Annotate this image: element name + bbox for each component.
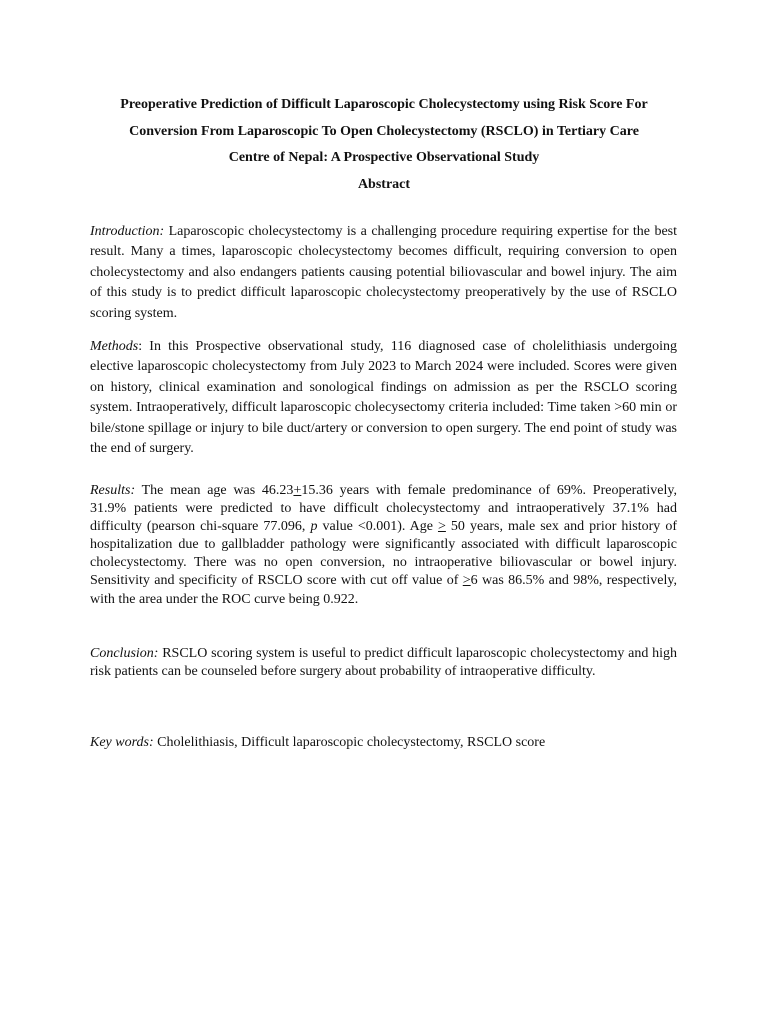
introduction-text: Laparoscopic cholecystectomy is a challenging procedure requiring expertise for the best result. Many a times, laparoscopic cholecystectomy becomes difficult, requiring conversion to open cholecystectomy and also endangers patients causing potential biliovascular and bowel injury. The aim of this study is to predict difficult laparoscopic cholecystectomy preoperatively by the use of RSCLO scoring system. xyxy=(90,224,677,321)
methods-heading: Methods xyxy=(90,339,139,354)
results-text-5: 6 was 86.5% and 98%, respectively, with the area under the ROC curve being 0.922. xyxy=(90,573,677,607)
results-text-3: value <0.001). Age xyxy=(317,519,438,535)
abstract-heading: Abstract xyxy=(357,176,411,192)
title-line-2: Conversion From Laparoscopic To Open Cholecystectomy (RSCLO) in Tertiary Care xyxy=(129,123,639,139)
title-line-1: Preoperative Prediction of Difficult Laparoscopic Cholecystectomy using Risk Score For xyxy=(120,97,648,112)
plus-minus-symbol: + xyxy=(293,483,302,498)
results-text-1: The mean age was 46.23 xyxy=(135,483,294,498)
greater-equal-symbol: > xyxy=(437,519,446,535)
methods-paragraph xyxy=(90,337,677,459)
title-line-3: Centre of Nepal: A Prospective Observational Study xyxy=(228,150,540,165)
keywords-heading: Key words: xyxy=(90,735,154,750)
conclusion-paragraph xyxy=(90,645,677,681)
introduction-heading: Introduction: xyxy=(90,224,165,239)
title-block xyxy=(60,92,708,198)
p-symbol: p xyxy=(310,519,318,535)
greater-equal-symbol-2: > xyxy=(462,573,471,589)
keywords-paragraph xyxy=(90,733,677,753)
conclusion-heading: Conclusion: xyxy=(90,646,159,661)
results-text-4: 50 years, male sex and prior history of hospitalization due to gallbladder pathology were significantly associated with difficult laparoscopic cholecystectomy. There was no open conversion, no intraoperative biliovascular or bowel injury. Sensitivity and specificity of RSCLO score with cut off value of xyxy=(90,519,677,589)
keywords-text: Cholelithiasis, Difficult laparoscopic cholecystectomy, RSCLO score xyxy=(153,735,546,750)
results-paragraph xyxy=(90,482,677,609)
methods-text: : In this Prospective observational study, 116 diagnosed case of cholelithiasis undergoing elective laparoscopic cholecystectomy from July 2023 to March 2024 were included. Scores were given on history, clinical examination and sonological findings on admission as per the RSCLO scoring system. Intraoperatively, difficult laparoscopic cholecysectomy criteria included: Time taken >60 min or bile/stone spillage or injury to bile duct/artery or conversion to open surgery. The end point of study was the end of surgery. xyxy=(90,339,677,457)
results-text-2: 15.36 years with female predominance of 69%. Preoperatively, 31.9% patients were predicted to have difficult cholecystectomy and intraoperatively 37.1% had difficulty (pearson chi-square 77.096, xyxy=(90,483,678,535)
conclusion-text: RSCLO scoring system is useful to predict difficult laparoscopic cholecystectomy and high risk patients can be counseled before surgery about probability of intraoperative difficulty. xyxy=(90,646,677,680)
results-heading: Results: xyxy=(90,483,136,498)
introduction-paragraph xyxy=(90,222,677,324)
